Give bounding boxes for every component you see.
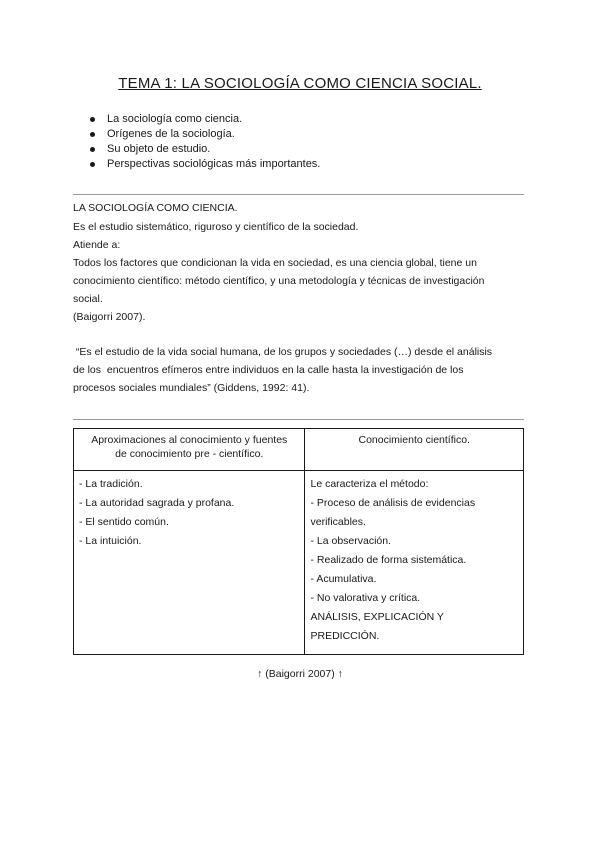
table-row	[74, 471, 524, 655]
page-title: TEMA 1: LA SOCIOLOGÍA COMO CIENCIA SOCIAL.	[118, 75, 482, 92]
quote-line: de los encuentros efímeros entre individuos en la calle hasta la investigación de los	[73, 364, 464, 376]
list-item: Orígenes de la sociología.	[90, 127, 320, 142]
cell-item: - La tradición.	[79, 478, 143, 490]
cell-item: - Acumulativa.	[310, 573, 377, 585]
citation: (Baigorri 2007).	[73, 311, 146, 323]
header-line: Conocimiento científico.	[358, 434, 470, 446]
divider	[73, 194, 524, 195]
cell-item: - La autoridad sagrada y profana.	[79, 497, 235, 509]
header-line: Aproximaciones al conocimiento y fuentes	[91, 434, 288, 446]
list-item: Perspectivas sociológicas más importantes.	[90, 157, 320, 172]
knowledge-table	[73, 428, 524, 655]
cell-item: - La observación.	[310, 535, 392, 547]
cell-item: verificables.	[310, 516, 366, 528]
topic-list	[90, 112, 320, 172]
list-item: Su objeto de estudio.	[90, 142, 320, 157]
cell-item: - La intuición.	[79, 535, 142, 547]
section-body	[73, 218, 528, 326]
header-line: de conocimiento pre - científico.	[115, 448, 264, 460]
table-cell-scientific	[305, 471, 524, 655]
table-header-scientific	[305, 429, 524, 471]
cell-item: Le caracteriza el método:	[310, 478, 429, 490]
quote-line: procesos sociales mundiales” (Giddens, 1992: 41).	[73, 382, 310, 394]
section-heading: LA SOCIOLOGÍA COMO CIENCIA.	[73, 202, 238, 214]
table-cell-prescientific	[74, 471, 305, 655]
cell-item: - El sentido común.	[79, 516, 169, 528]
paragraph-line: Atiende a:	[73, 239, 121, 251]
cell-item: - No valorativa y crítica.	[310, 592, 421, 604]
cell-item: - Realizado de forma sistemática.	[310, 554, 467, 566]
quote-line: “Es el estudio de la vida social humana, de los grupos y sociedades (…) desde el análisis	[73, 346, 493, 358]
cell-item: PREDICCIÓN.	[310, 630, 380, 642]
cell-item: - Proceso de análisis de evidencias	[310, 497, 476, 509]
paragraph-line: conocimiento científico: método científico, y una metodología y técnicas de investigación	[73, 275, 485, 287]
table-header-prescientific	[74, 429, 305, 471]
cell-item: ANÁLISIS, EXPLICACIÓN Y	[310, 611, 444, 623]
divider	[73, 419, 524, 420]
source-note: ↑ (Baigorri 2007) ↑	[257, 668, 343, 680]
paragraph-line: Todos los factores que condicionan la vida en sociedad, es una ciencia global, tiene un	[73, 257, 477, 269]
list-item: La sociología como ciencia.	[90, 112, 320, 127]
paragraph-line: social.	[73, 293, 103, 305]
paragraph-line: Es el estudio sistemático, riguroso y científico de la sociedad.	[73, 221, 359, 233]
table-header-row	[74, 429, 524, 471]
quote-block	[73, 343, 528, 397]
